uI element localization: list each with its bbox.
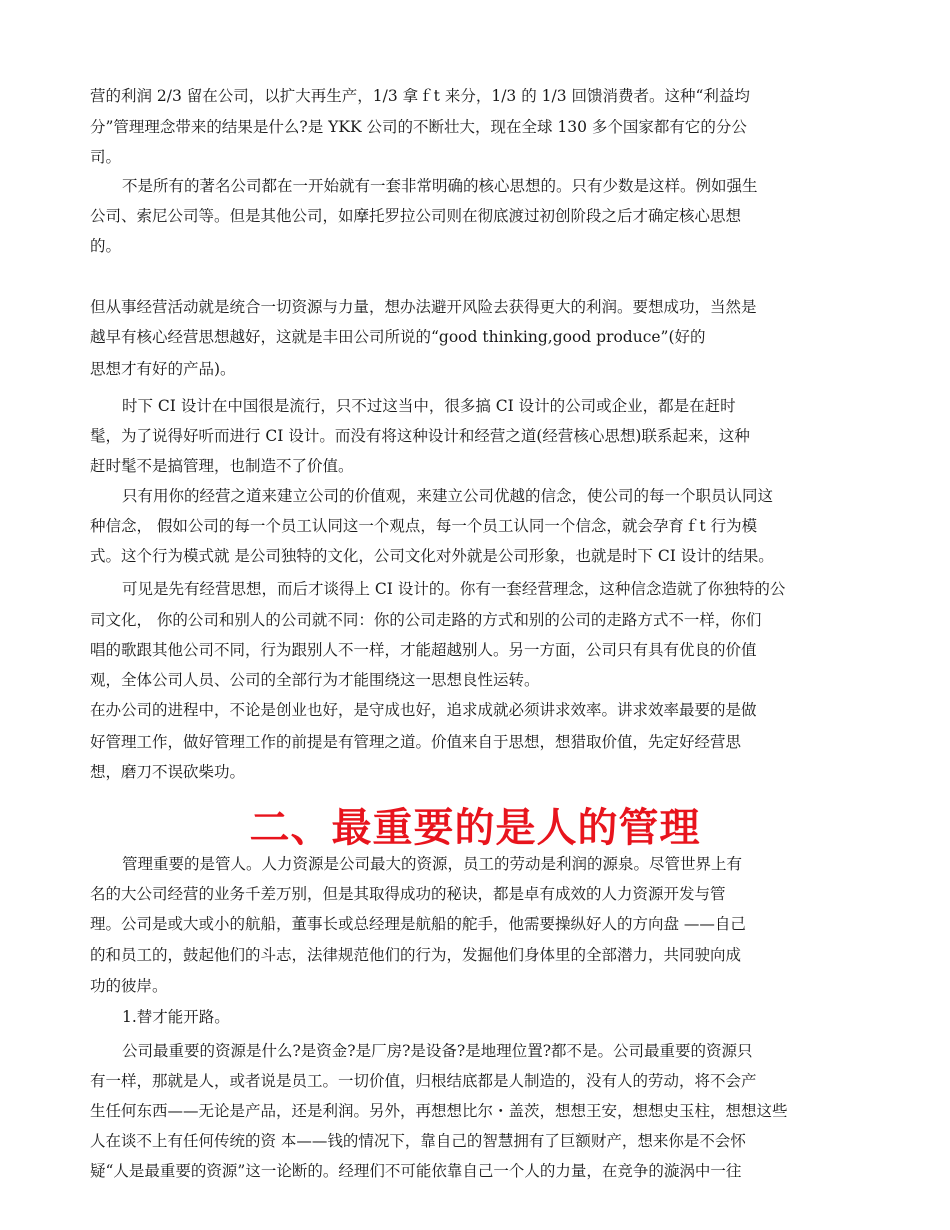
subheading-talent: 1.替才能开路。 xyxy=(122,1008,230,1026)
paragraph-1-line-1: 营的利润 2/3 留在公司，以扩大再生产，1/3 拿ｆt 来分，1/3 的 1/3 回馈消费者。这种“利益均 xyxy=(90,87,750,105)
paragraph-9-line-1: 公司最重要的资源是什么?是资金?是厂房?是设备?是地理位置?都不是。公司最重要的资源只 xyxy=(122,1042,753,1060)
paragraph-6-line-2: 司文化， 你的公司和别人的公司就不同：你的公司走路的方式和别的公司的走路方式不一样，你们 xyxy=(90,611,762,629)
paragraph-6-line-1: 可见是先有经营思想，而后才谈得上 CI 设计的。你有一套经营理念，这种信念造就了你独特的公 xyxy=(122,580,786,598)
paragraph-4-line-1: 时下 CI 设计在中国很是流行，只不过这当中，很多搞 CI 设计的公司或企业，都是在赶时 xyxy=(122,397,736,415)
paragraph-8-line-5: 功的彼岸。 xyxy=(90,977,168,995)
paragraph-2-line-1: 不是所有的著名公司都在一开始就有一套非常明确的核心思想的。只有少数是这样。例如强生 xyxy=(122,177,758,195)
paragraph-2-line-3: 的。 xyxy=(90,237,122,255)
paragraph-7-line-3: 想，磨刀不误砍柴功。 xyxy=(90,763,246,781)
paragraph-5-line-2: 种信念， 假如公司的每一个员工认同这一个观点，每一个员工认同一个信念，就会孕育ｆt 行为模 xyxy=(90,517,758,535)
paragraph-4-line-2: 髦，为了说得好听而进行 CI 设计。而没有将这种设计和经营之道(经营核心思想)联系起来，这种 xyxy=(90,427,750,445)
paragraph-1-line-3: 司。 xyxy=(90,148,122,166)
paragraph-9-line-3: 生任何东西——无论是产品，还是利润。另外，再想想比尔・盖茨，想想王安，想想史玉柱，想想这些 xyxy=(90,1102,788,1120)
section-heading: 二、最重要的是人的管理 xyxy=(249,805,701,851)
paragraph-4-line-3: 赶时髦不是搞管理，也制造不了价值。 xyxy=(90,457,354,475)
paragraph-1-line-2: 分”管理理念带来的结果是什么?是 YKK 公司的不断壮大，现在全球 130 多个国家都有它的分公 xyxy=(90,118,747,136)
paragraph-9-line-5: 疑“人是最重要的资源”这一论断的。经理们不可能依靠自己一个人的力量，在竞争的漩涡中一往 xyxy=(90,1162,742,1180)
paragraph-7-line-2: 好管理工作，做好管理工作的前提是有管理之道。价值来自于思想，想猎取价值，先定好经营思 xyxy=(90,733,742,751)
paragraph-6-line-4: 观，全体公司人员、公司的全部行为才能围绕这一思想良性运转。 xyxy=(90,671,540,689)
paragraph-8-line-4: 的和员工的，鼓起他们的斗志，法律规范他们的行为，发掘他们身体里的全部潜力，共同驶向成 xyxy=(90,946,742,964)
paragraph-2-line-2: 公司、索尼公司等。但是其他公司，如摩托罗拉公司则在彻底渡过初创阶段之后才确定核心思想 xyxy=(90,207,742,225)
paragraph-8-line-2: 名的大公司经营的业务千差万别，但是其取得成功的秘诀，都是卓有成效的人力资源开发与管 xyxy=(90,885,726,903)
paragraph-9-line-4: 人在谈不上有任何传统的资 本——钱的情况下，靠自己的智慧拥有了巨额财产，想来你是不会怀 xyxy=(90,1132,746,1150)
paragraph-9-line-2: 有一样，那就是人，或者说是员工。一切价值，归根结底都是人制造的，没有人的劳动，将不会产 xyxy=(90,1072,757,1090)
paragraph-3-line-2: 越早有核心经营思想越好，这就是丰田公司所说的“good thinking,good produce”(好的 xyxy=(90,328,706,346)
paragraph-3-line-3: 思想才有好的产品)。 xyxy=(90,360,236,378)
paragraph-5-line-3: 式。这个行为模式就 是公司独特的文化，公司文化对外就是公司形象，也就是时下 CI 设计的结果。 xyxy=(90,547,774,565)
paragraph-3-line-1: 但从事经营活动就是统合一切资源与力量，想办法避开风险去获得更大的利润。要想成功，当然是 xyxy=(90,298,757,316)
paragraph-8-line-1: 管理重要的是管人。人力资源是公司最大的资源，员工的劳动是利润的源泉。尽管世界上有 xyxy=(122,855,743,873)
paragraph-7-line-1: 在办公司的进程中，不论是创业也好，是守成也好，追求成就必须讲求效率。讲求效率最要的是做 xyxy=(90,701,757,719)
paragraph-8-line-3: 理。公司是或大或小的航船，董事长或总经理是航船的舵手，他需要操纵好人的方向盘 ——自己 xyxy=(90,915,746,933)
paragraph-5-line-1: 只有用你的经营之道来建立公司的价值观，来建立公司优越的信念，使公司的每一个职员认同这 xyxy=(122,487,774,505)
paragraph-6-line-3: 唱的歌跟其他公司不同，行为跟别人不一样，才能超越别人。另一方面，公司只有具有优良的价值 xyxy=(90,641,757,659)
